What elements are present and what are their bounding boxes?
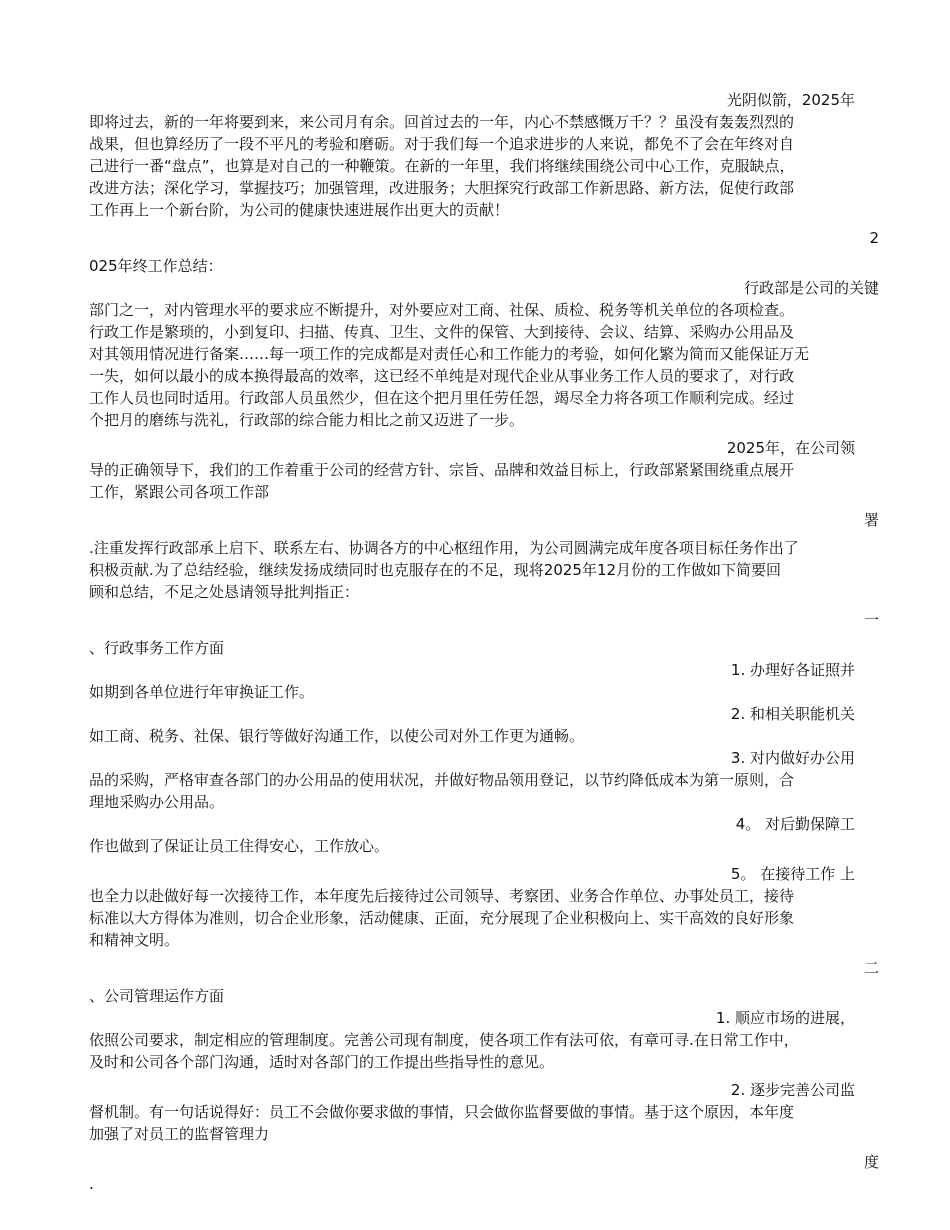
list-item-head: 2. 逐步完善公司监: [730, 1081, 855, 1099]
paragraph-year-work: [89, 437, 881, 503]
text-fragment-du: 度: [863, 1153, 879, 1171]
text-line: 即将过去，新的一年将要到来，来公司月有余。回首过去的一年，内心不禁感慨万千？？虽没有轰轰烈烈的: [89, 113, 795, 131]
list-item-body: 督机制。有一句话说得好：员工不会做你要求做的事情，只会做你监督要做的事情。基于这个原因，本年度: [89, 1103, 795, 1121]
paragraph-admin-role: [89, 277, 881, 431]
list-item-head: 5。 在接待工作 上: [730, 865, 855, 883]
section-number: 二: [863, 959, 879, 977]
list-item-head: 1. 办理好各证照并: [730, 661, 855, 679]
list-item-body: 作也做到了保证让员工住得安心，工作放心。: [89, 837, 390, 855]
text-line: 2025年，在公司领: [726, 439, 855, 457]
text-line: .注重发挥行政部承上启下、联系左右、协调各方的中心枢纽作用，为公司圆满完成年度各项目标任务作出了: [89, 539, 799, 557]
text-line: 个把月的磨练与洗礼，行政部的综合能力相比之前又迈进了一步。: [89, 411, 525, 429]
paragraph-summary-intro: [89, 537, 881, 603]
text-line: 部门之一，对内管理水平的要求应不断提升，对外要应对工商、社保、质检、税务等机关单位的各项检查。: [89, 301, 795, 319]
list-item-body: 加强了对员工的监督管理力: [89, 1125, 270, 1143]
list-item-body: 如期到各单位进行年审换证工作。: [89, 683, 315, 701]
section-title: 、公司管理运作方面: [89, 987, 225, 1005]
section-management-items: [89, 1007, 881, 1145]
list-item-head: 4。 对后勤保障工: [735, 815, 855, 833]
summary-heading: 025年终工作总结：: [89, 257, 223, 275]
list-item-body: 标准以大方得体为准则，切合企业形象，活动健康、正面，充分展现了企业积极向上、实干高效的良好形象: [89, 909, 795, 927]
list-item-head: 2. 和相关职能机关: [730, 705, 855, 723]
text-line: 积极贡献.为了总结经验，继续发扬成绩同时也克服存在的不足，现将2025年12月份的工作做如下简要回: [89, 561, 782, 579]
text-line: 行政部是公司的关键: [743, 279, 879, 297]
heading-year-fragment: 2: [869, 229, 879, 247]
section-admin-items: [89, 659, 881, 951]
text-line: 对其领用情况进行备案……每一项工作的完成都是对责任心和工作能力的考验，如何化繁为简而又能保证万无: [89, 345, 810, 363]
section-number: 一: [863, 611, 879, 629]
text-fragment-shu: 署: [863, 511, 879, 529]
text-line: 战果，但也算经历了一段不平凡的考验和磨砺。对于我们每一个追求进步的人来说，都免不了会在年终对自: [89, 135, 795, 153]
text-line: 工作，紧跟公司各项工作部: [89, 483, 270, 501]
list-item-body: 依照公司要求，制定相应的管理制度。完善公司现有制度，使各项工作有法可依，有章可寻.在日常工作中，: [89, 1031, 799, 1049]
list-item-body: 如工商、税务、社保、银行等做好沟通工作，以使公司对外工作更为通畅。: [89, 727, 585, 745]
list-item-body: 品的采购，严格审查各部门的办公用品的使用状况，并做好物品领用登记，以节约降低成本为第一原则，合: [89, 771, 795, 789]
list-item-body: 和精神文明。: [89, 931, 180, 949]
text-line: 光阴似箭，2025年: [726, 91, 855, 109]
intro-paragraph: [89, 89, 881, 221]
trailing-dot: .: [89, 1175, 94, 1193]
text-line: 改进方法；深化学习，掌握技巧；加强管理，改进服务；大胆探究行政部工作新思路、新方法，促使行政部: [89, 179, 795, 197]
section-title: 、行政事务工作方面: [89, 639, 225, 657]
text-line: 工作再上一个新台阶，为公司的健康快速进展作出更大的贡献！: [89, 201, 510, 219]
document-body: [89, 89, 881, 1195]
list-item-body: 及时和公司各个部门沟通，适时对各部门的工作提出些指导性的意见。: [89, 1053, 555, 1071]
text-line: 己进行一番“盘点”，也算是对自己的一种鞭策。在新的一年里，我们将继续围绕公司中心工作，克服缺点，: [89, 157, 795, 175]
text-line: 行政工作是繁琐的，小到复印、扫描、传真、卫生、文件的保管、大到接待、会议、结算、采购办公用品及: [89, 323, 795, 341]
list-item-body: 理地采购办公用品。: [89, 793, 225, 811]
text-line: 一失，如何以最小的成本换得最高的效率，这已经不单纯是对现代企业从事业务工作人员的要求了，对行政: [89, 367, 795, 385]
list-item-head: 3. 对内做好办公用: [730, 749, 855, 767]
text-line: 导的正确领导下，我们的工作着重于公司的经营方针、宗旨、品牌和效益目标上，行政部紧紧围绕重点展开: [89, 461, 795, 479]
text-line: 顾和总结，不足之处恳请领导批判指正：: [89, 583, 360, 601]
text-line: 工作人员也同时适用。行政部人员虽然少，但在这个把月里任劳任怨，竭尽全力将各项工作顺利完成。经过: [89, 389, 795, 407]
list-item-body: 也全力以赴做好每一次接待工作，本年度先后接待过公司领导、考察团、业务合作单位、办事处员工，接待: [89, 887, 795, 905]
list-item-head: 1. 顺应市场的进展，: [715, 1009, 855, 1027]
